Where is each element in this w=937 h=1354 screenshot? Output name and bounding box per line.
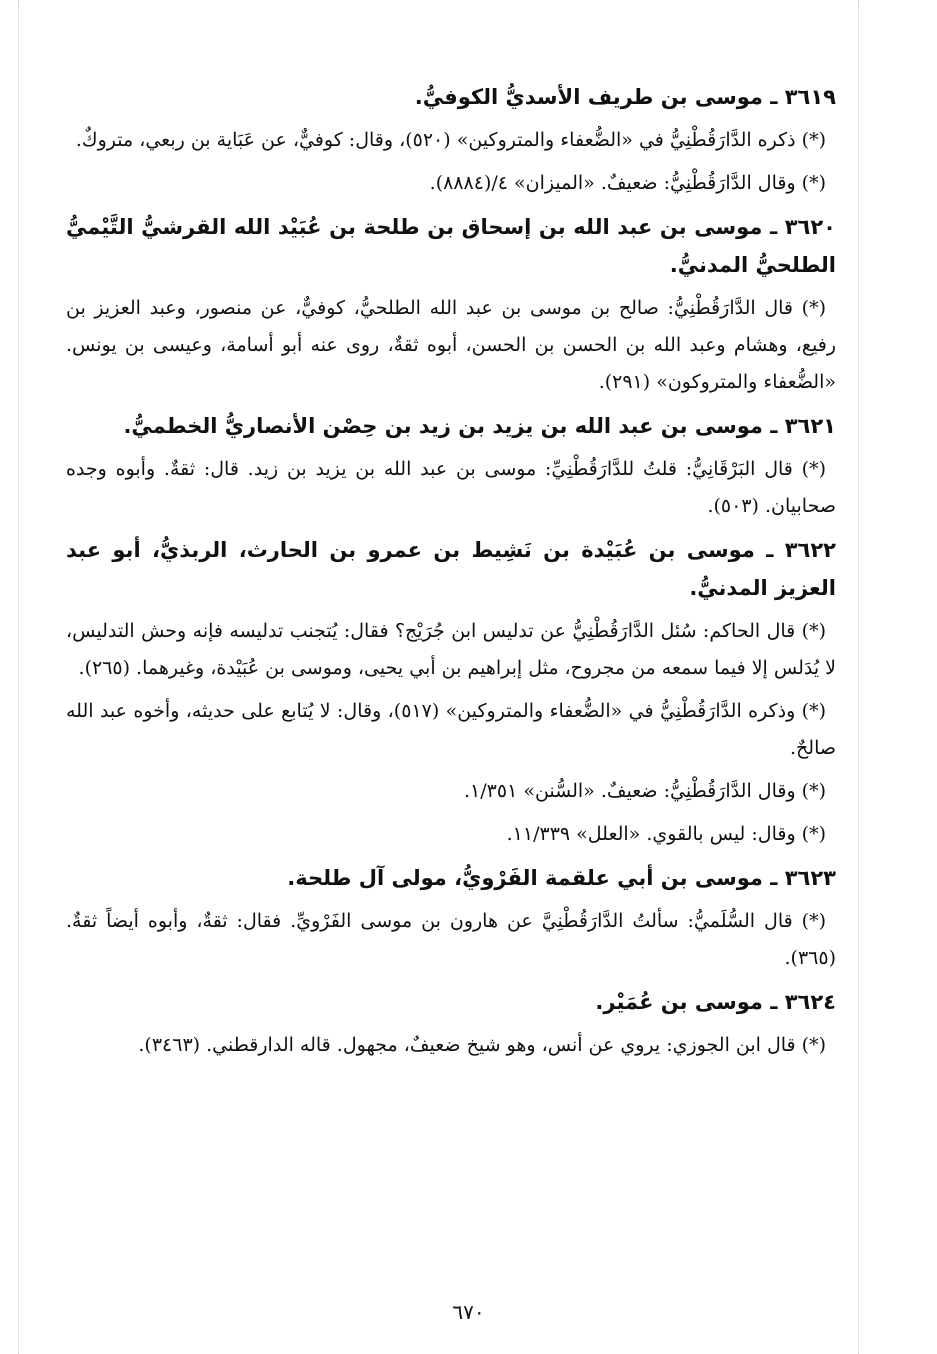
entry-paragraph: (*) وقال: ليس بالقوي. «العلل» ١١/٣٣٩. <box>506 823 826 845</box>
entry-paragraph: (*) وقال الدَّارَقُطْنِيُّ: ضعيفٌ. «الميزان» ٤/(٨٨٨٤). <box>429 172 826 194</box>
entry-title: ٣٦٢٤ ـ موسى بن عُمَيْر. <box>595 990 836 1014</box>
entry-3622 <box>66 531 836 853</box>
page-number: ٦٧٠ <box>452 1300 485 1324</box>
entry-title: ٣٦٢٢ ـ موسى بن عُبَيْدة بن نَشِيط بن عمرو بن الحارث، الربذيُّ، أبو عبد العزيز المدنيُّ. <box>66 538 836 600</box>
entry-paragraph: (*) قال الدَّارَقُطْنِيُّ: صالح بن موسى بن عبد الله الطلحيُّ، كوفيٌّ، عن منصور، وعبد العزيز بن رفيع، وهشام وعبد الله بن الحسن بن الحسن، أبوه ثقةٌ، روى عنه أبو أسامة، وعيسى بن يونس. «الضُّعفاء والمتروكون» (٢٩١). <box>66 297 836 393</box>
entry-paragraph: (*) قال السُّلَميُّ: سألتُ الدَّارَقُطْنِيَّ عن هارون بن موسى الفَرْويِّ. فقال: ثقةٌ، وأبوه أيضاً ثقةٌ. (٣٦٥). <box>66 910 836 969</box>
entry-title: ٣٦٢٣ ـ موسى بن أبي علقمة الفَرْويُّ، مولى آل طلحة. <box>287 866 836 890</box>
entry-3619 <box>66 78 836 202</box>
entry-3623 <box>66 859 836 977</box>
entry-paragraph: (*) ذكره الدَّارَقُطْنِيُّ في «الضُّعفاء والمتروكين» (٥٢٠)، وقال: كوفيٌّ، عن عَبَاية بن ربعي، متروكٌ. <box>75 129 826 151</box>
entry-3624 <box>66 983 836 1064</box>
entry-title: ٣٦١٩ ـ موسى بن طريف الأسديُّ الكوفيُّ. <box>414 85 836 109</box>
entry-3621 <box>66 407 836 525</box>
entry-title: ٣٦٢١ ـ موسى بن عبد الله بن يزيد بن زيد بن حِصْن الأنصاريُّ الخطميُّ. <box>123 414 836 438</box>
entry-paragraph: (*) قال الحاكم: سُئل الدَّارَقُطْنِيُّ عن تدليس ابن جُرَيْج؟ فقال: يُتجنب تدليسه فإنه وحش التدليس، لا يُدَلس إلا فيما سمعه من مجروح، مثل إبراهيم بن أبي يحيى، وموسى بن عُبَيْدة، وغيرهما. (٢٦٥). <box>66 620 836 679</box>
entry-paragraph: (*) وذكره الدَّارَقُطْنِيُّ في «الضُّعفاء والمتروكين» (٥١٧)، وقال: لا يُتابع على حديثه، وأخوه عبد الله صالحٌ. <box>66 700 836 759</box>
entry-paragraph: (*) قال البَرْقَانِيُّ: قلتُ للدَّارَقُطْنِيِّ: موسى بن عبد الله بن يزيد بن زيد. قال: ثقةٌ. وأبوه وجده صحابيان. (٥٠٣). <box>66 458 836 517</box>
entry-paragraph: (*) وقال الدَّارَقُطْنِيُّ: ضعيفٌ. «السُّنن» ١/٣٥١. <box>464 780 826 802</box>
entry-3620 <box>66 208 836 401</box>
page-content <box>66 78 836 1070</box>
entry-title: ٣٦٢٠ ـ موسى بن عبد الله بن إسحاق بن طلحة بن عُبَيْد الله القرشيُّ التَّيْميُّ الطلحيُّ المدنيُّ. <box>66 215 836 277</box>
entry-paragraph: (*) قال ابن الجوزي: يروي عن أنس، وهو شيخ ضعيفٌ، مجهول. قاله الدارقطني. (٣٤٦٣). <box>138 1034 826 1056</box>
